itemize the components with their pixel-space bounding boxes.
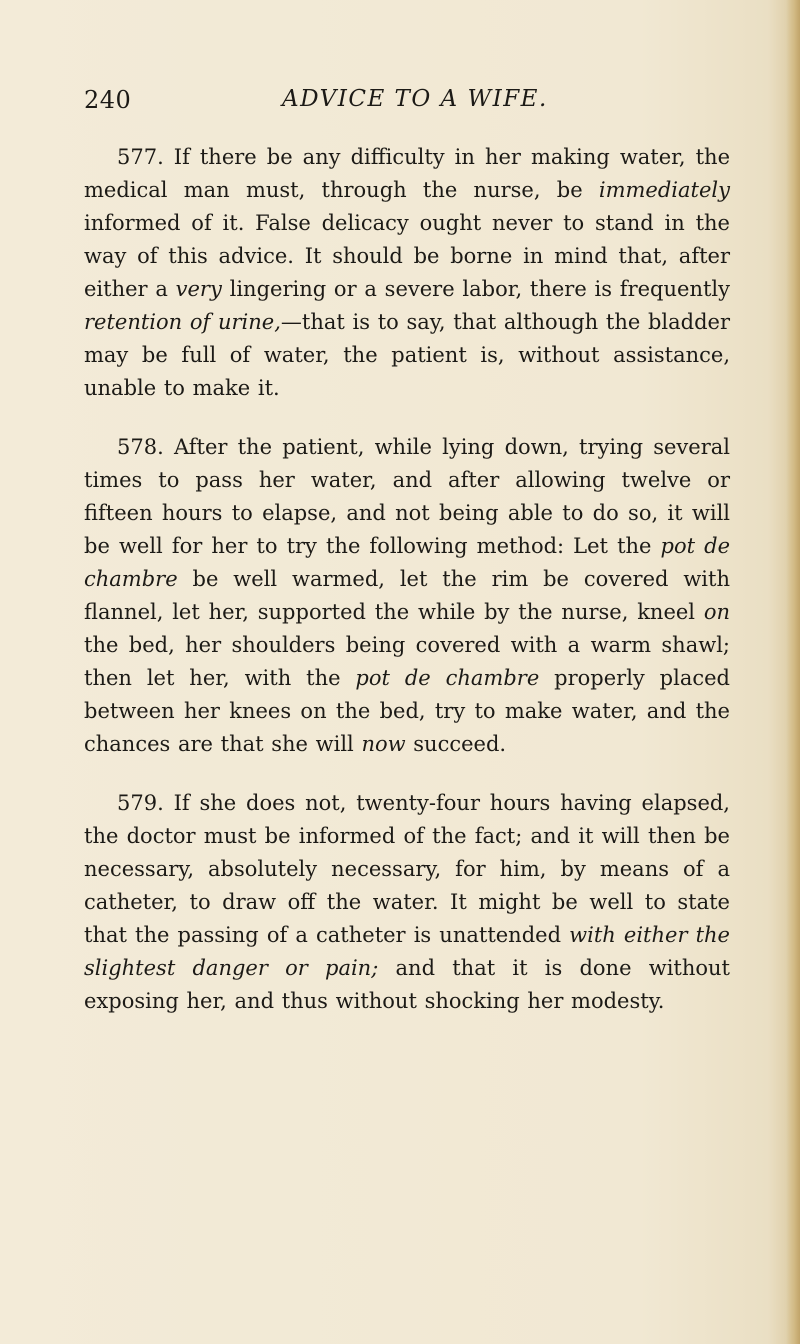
paragraph-578 bbox=[84, 431, 730, 761]
page-header bbox=[84, 86, 724, 120]
text-run: the bed, her shoulders being covered with a warm shawl; then let her, with the bbox=[84, 633, 730, 690]
page-edge bbox=[786, 0, 800, 1344]
text-run: —that is to say, that although the bladder may be full of water, the patient is, without assistance, unable to make it. bbox=[84, 310, 730, 400]
italic-run: pot de chambre bbox=[355, 666, 540, 690]
paragraph-579 bbox=[84, 787, 730, 1018]
text-run: be well warmed, let the rim be covered with flannel, let her, supported the while by the nurse, kneel bbox=[84, 567, 730, 624]
italic-run: immediately bbox=[598, 178, 730, 202]
paragraph-577 bbox=[84, 141, 730, 405]
text-run: properly placed between her knees on the bed, try to make water, and the chances are that she will bbox=[84, 666, 730, 756]
page-number: 240 bbox=[84, 86, 132, 114]
italic-run: on bbox=[703, 600, 730, 624]
text-run: and that it is done without exposing her, and thus without shocking her modesty. bbox=[84, 956, 730, 1013]
running-head: ADVICE TO A WIFE. bbox=[282, 86, 548, 112]
italic-run: very bbox=[175, 277, 222, 301]
body-text bbox=[84, 141, 730, 1044]
paragraph-number: 579. bbox=[117, 791, 164, 815]
italic-run: now bbox=[361, 732, 406, 756]
text-run: If there be any difficulty in her making water, the medical man must, through the nurse, be bbox=[84, 145, 730, 202]
text-run: If she does not, twenty-four hours having elapsed, the doctor must be informed of the fact; and it will then be necessary, absolutely necessary, for him, by means of a catheter, to draw off the water. It might be well to state that the passing of a catheter is unattended bbox=[84, 791, 730, 947]
text-run: informed of it. False delicacy ought never to stand in the way of this advice. It should be borne in mind that, after either a bbox=[84, 211, 730, 301]
paragraph-number: 578. bbox=[117, 435, 164, 459]
text-run: lingering or a severe labor, there is frequently bbox=[221, 277, 730, 301]
italic-run: pot de chambre bbox=[84, 534, 730, 591]
italic-run: retention of urine, bbox=[84, 310, 281, 334]
text-run: After the patient, while lying down, trying several times to pass her water, and after allowing twelve or fifteen hours to elapse, and not being able to do so, it will be well for her to try the following method: Let the bbox=[84, 435, 730, 558]
italic-run: with either the slightest danger or pain; bbox=[84, 923, 730, 980]
text-run: succeed. bbox=[405, 732, 507, 756]
paragraph-number: 577. bbox=[117, 145, 164, 169]
